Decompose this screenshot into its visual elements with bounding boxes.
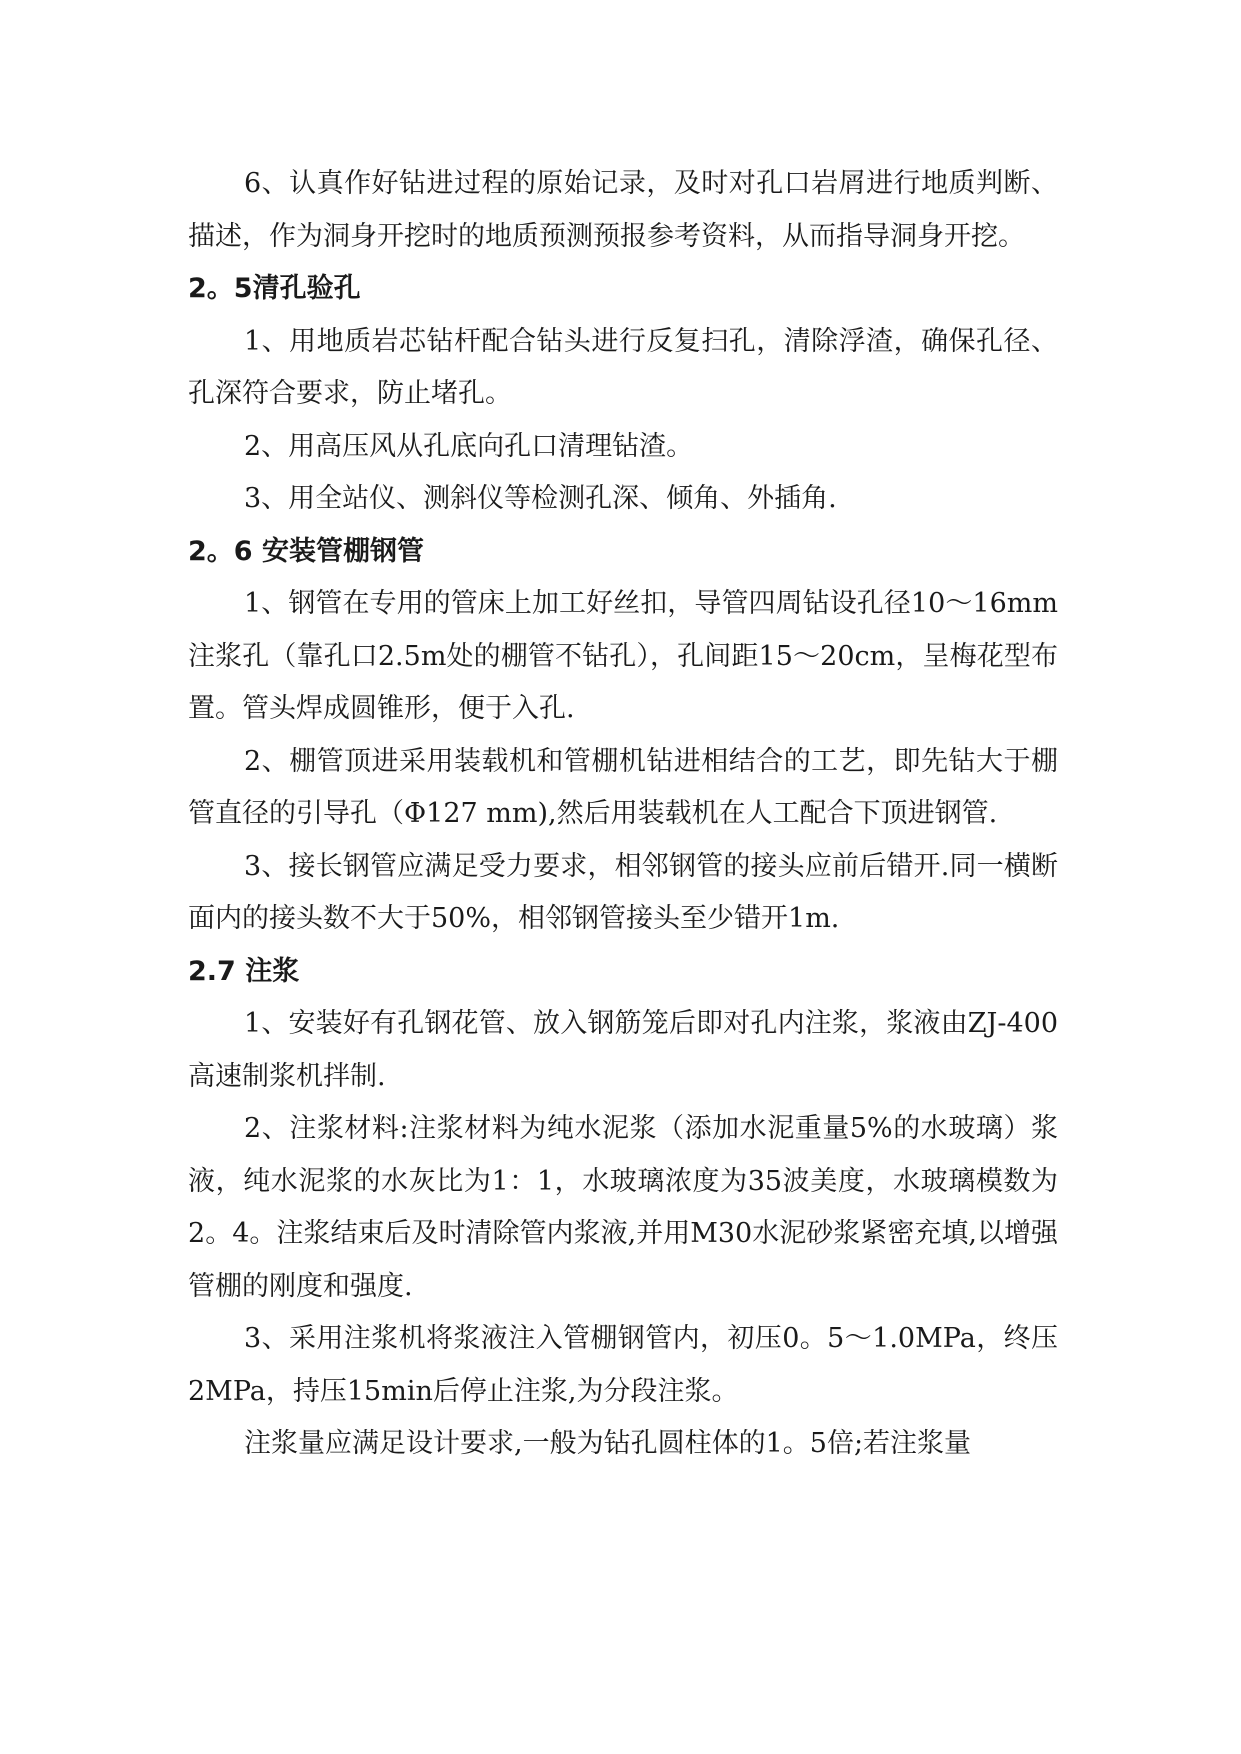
paragraph-3-inspect-hole: 3、用全站仪、测斜仪等检测孔深、倾角、外插角. [244,483,837,514]
paragraph-grout-volume: 注浆量应满足设计要求,一般为钻孔圆柱体的1。5倍;若注浆量 [244,1428,972,1459]
paragraph-6-drilling-record: 6、认真作好钻进过程的原始记录，及时对孔口岩屑进行地质判断、描述，作为洞身开挖时的地质预测预报参考资料，从而指导洞身开挖。 [188,168,1058,252]
paragraph-2-pipe-jacking: 2、棚管顶进采用装载机和管棚机钻进相结合的工艺，即先钻大于棚管直径的引导孔（Φ127 mm),然后用装载机在人工配合下顶进钢管. [188,745,1058,829]
section-heading-2-7: 2.7 注浆 [188,955,300,987]
section-heading-2-5: 2。5清孔验孔 [188,273,361,304]
paragraph-2-grout-material: 2、注浆材料:注浆材料为纯水泥浆（添加水泥重量5%的水玻璃）浆液，纯水泥浆的水灰比为1：1，水玻璃浓度为35波美度，水玻璃模数为2。4。注浆结束后及时清除管内浆液,并用M30水泥砂浆紧密充填,以增强管棚的刚度和强度. [188,1113,1058,1302]
section-heading-2-6: 2。6 安装管棚钢管 [188,535,424,567]
paragraph-3-grout-pressure: 3、采用注浆机将浆液注入管棚钢管内，初压0。5～1.0MPa，终压2MPa，持压15min后停止注浆,为分段注浆。 [188,1323,1058,1407]
paragraph-1-steel-pipe-processing: 1、钢管在专用的管床上加工好丝扣，导管四周钻设孔径10～16mm注浆孔（靠孔口2.5m处的棚管不钻孔），孔间距15～20cm，呈梅花型布置。管头焊成圆锥形，便于入孔. [188,588,1058,724]
paragraph-2-clean-slag: 2、用高压风从孔底向孔口清理钻渣。 [244,430,694,462]
document-page [188,158,1058,1471]
paragraph-3-pipe-joints: 3、接长钢管应满足受力要求，相邻钢管的接头应前后错开.同一横断面内的接头数不大于50%，相邻钢管接头至少错开1m. [188,850,1058,934]
paragraph-1-sweep-hole: 1、用地质岩芯钻杆配合钻头进行反复扫孔，清除浮渣，确保孔径、孔深符合要求，防止堵孔。 [188,325,1058,409]
paragraph-1-grouting: 1、安装好有孔钢花管、放入钢筋笼后即对孔内注浆，浆液由ZJ-400高速制浆机拌制. [188,1008,1058,1092]
